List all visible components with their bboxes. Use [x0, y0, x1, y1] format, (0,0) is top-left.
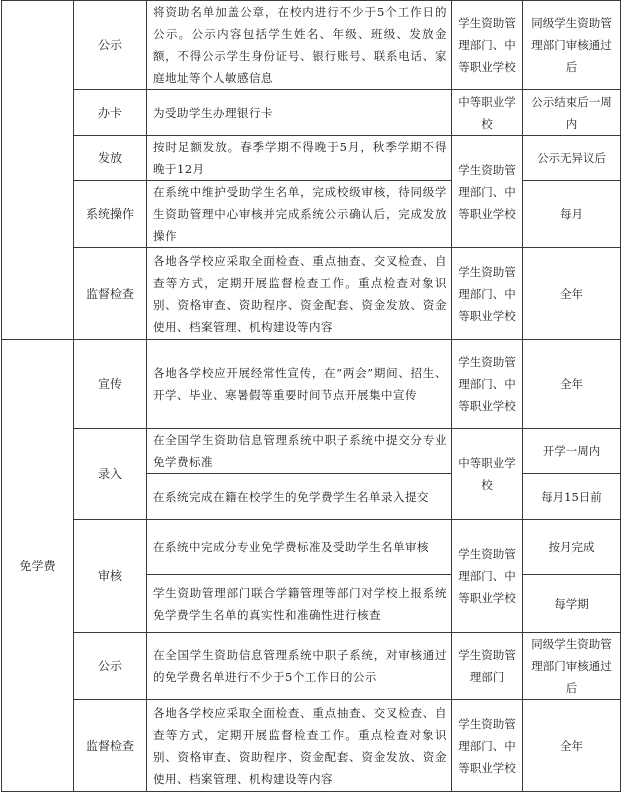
group-cell-continued — [2, 1, 74, 340]
timing-cell: 开学一周内 — [523, 429, 621, 474]
timing-cell: 同级学生资助管理部门审核通过后 — [523, 633, 621, 700]
stage-cell: 录入 — [74, 429, 147, 520]
content-cell: 在全国学生资助信息管理系统中职子系统中提交分专业免学费标准 — [147, 429, 452, 474]
table-row — [2, 181, 621, 248]
table-row — [2, 248, 621, 340]
timing-cell: 全年 — [523, 700, 621, 792]
stage-cell: 系统操作 — [74, 181, 147, 248]
stage-cell: 宣传 — [74, 340, 147, 429]
timing-cell: 同级学生资助管理部门审核通过后 — [523, 1, 621, 90]
stage-cell: 监督检查 — [74, 248, 147, 340]
content-cell: 为受助学生办理银行卡 — [147, 90, 452, 136]
content-cell: 按时足额发放。春季学期不得晚于5月，秋季学期不得晚于12月 — [147, 136, 452, 181]
policy-table — [1, 0, 621, 792]
timing-cell: 公示结束后一周内 — [523, 90, 621, 136]
timing-cell: 每月 — [523, 181, 621, 248]
stage-cell: 公示 — [74, 1, 147, 90]
timing-cell: 公示无异议后 — [523, 136, 621, 181]
content-cell: 在全国学生资助信息管理系统中职子系统，对审核通过的免学费名单进行不少于5个工作日的公示 — [147, 633, 452, 700]
timing-cell: 每月15日前 — [523, 474, 621, 520]
content-cell: 各地各学校应采取全面检查、重点抽查、交叉检查、自查等方式，定期开展监督检查工作。重点检查对象识别、资格审查、资助程序、资金配套、资金发放、资金使用、档案管理、机构建设等内容 — [147, 248, 452, 340]
dept-cell: 学生资助管理部门、中等职业学校 — [452, 700, 523, 792]
dept-cell: 学生资助管理部门、中等职业学校 — [452, 340, 523, 429]
content-cell: 各地各学校应开展经常性宣传，在“两会”期间、招生、开学、毕业、寒暑假等重要时间节点开展集中宣传 — [147, 340, 452, 429]
table-row — [2, 700, 621, 792]
dept-cell: 学生资助管理部门、中等职业学校 — [452, 248, 523, 340]
dept-cell: 中等职业学校 — [452, 90, 523, 136]
stage-cell: 审核 — [74, 520, 147, 633]
content-cell: 学生资助管理部门联合学籍管理等部门对学校上报系统免学费学生名单的真实性和准确性进行核查 — [147, 575, 452, 633]
table-row — [2, 429, 621, 474]
dept-cell: 学生资助管理部门、中等职业学校 — [452, 136, 523, 248]
table-row — [2, 340, 621, 429]
content-cell: 各地各学校应采取全面检查、重点抽查、交叉检查、自查等方式，定期开展监督检查工作。重点检查对象识别、资格审查、资助程序、资金配套、资金发放、资金使用、档案管理、机构建设等内容 — [147, 700, 452, 792]
table-row — [2, 90, 621, 136]
stage-cell: 监督检查 — [74, 700, 147, 792]
content-cell: 在系统中维护受助学生名单，完成校级审核，待同级学生资助管理中心审核并完成系统公示确认后，完成发放操作 — [147, 181, 452, 248]
timing-cell: 全年 — [523, 248, 621, 340]
timing-cell: 全年 — [523, 340, 621, 429]
dept-cell: 学生资助管理部门 — [452, 633, 523, 700]
dept-cell: 学生资助管理部门、中等职业学校 — [452, 520, 523, 633]
stage-cell: 发放 — [74, 136, 147, 181]
dept-cell: 中等职业学校 — [452, 429, 523, 520]
table-row — [2, 136, 621, 181]
content-cell: 将资助名单加盖公章，在校内进行不少于5个工作日的公示。公示内容包括学生姓名、年级、班级、发放金额，不得公示学生身份证号、银行账号、联系电话、家庭地址等个人敏感信息 — [147, 1, 452, 90]
stage-cell: 办卡 — [74, 90, 147, 136]
timing-cell: 按月完成 — [523, 520, 621, 575]
stage-cell: 公示 — [74, 633, 147, 700]
content-cell: 在系统中完成分专业免学费标准及受助学生名单审核 — [147, 520, 452, 575]
table-row — [2, 1, 621, 90]
dept-cell: 学生资助管理部门、中等职业学校 — [452, 1, 523, 90]
timing-cell: 每学期 — [523, 575, 621, 633]
content-cell: 在系统完成在籍在校学生的免学费学生名单录入提交 — [147, 474, 452, 520]
table-row — [2, 520, 621, 575]
table-row — [2, 633, 621, 700]
group-cell-exempt: 免学费 — [2, 340, 74, 792]
